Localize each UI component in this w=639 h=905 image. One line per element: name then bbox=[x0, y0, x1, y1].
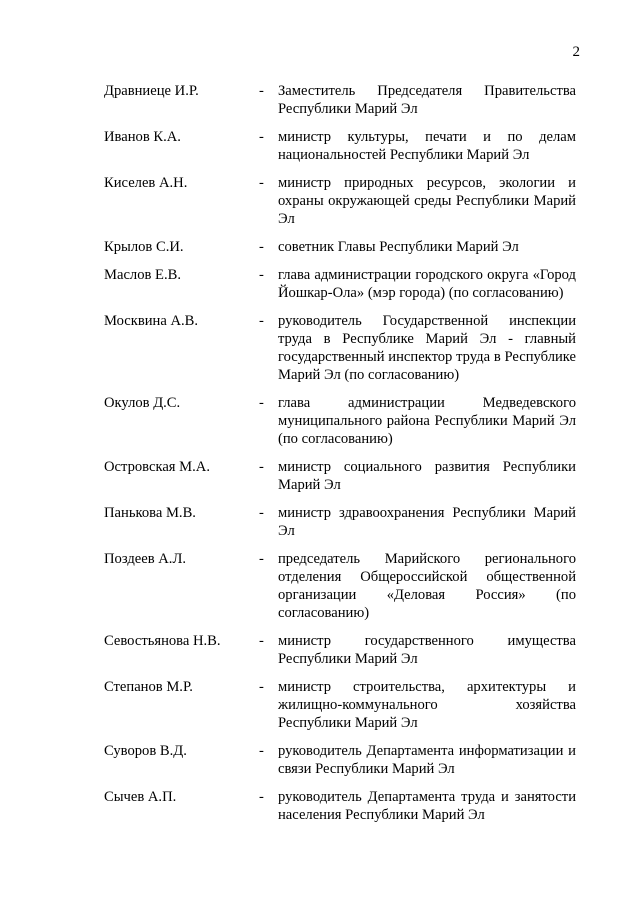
member-dash: - bbox=[259, 459, 264, 475]
member-name: Дравниеце И.Р. bbox=[104, 83, 199, 99]
member-row bbox=[104, 458, 576, 494]
member-dash: - bbox=[259, 789, 264, 805]
member-row bbox=[104, 238, 576, 256]
member-dash: - bbox=[259, 239, 264, 255]
member-position: министр государственного имущества Республики Марий Эл bbox=[278, 633, 576, 667]
member-name: Сычев А.П. bbox=[104, 789, 177, 805]
member-dash: - bbox=[259, 267, 264, 283]
member-position: руководитель Департамента труда и занятости населения Республики Марий Эл bbox=[278, 789, 576, 823]
member-position: министр социального развития Республики Марий Эл bbox=[278, 459, 576, 493]
member-row bbox=[104, 788, 576, 824]
member-dash: - bbox=[259, 313, 264, 329]
member-name: Иванов К.А. bbox=[104, 129, 181, 145]
member-name: Суворов В.Д. bbox=[104, 743, 187, 759]
member-row bbox=[104, 632, 576, 668]
member-name: Москвина А.В. bbox=[104, 313, 199, 329]
member-row bbox=[104, 550, 576, 622]
member-row bbox=[104, 266, 576, 302]
member-row bbox=[104, 742, 576, 778]
member-name: Панькова М.В. bbox=[104, 505, 196, 521]
member-name: Крылов С.И. bbox=[104, 239, 184, 255]
member-name: Поздеев А.Л. bbox=[104, 551, 186, 567]
member-position: министр природных ресурсов, экологии и охраны окружающей среды Республики Марий Эл bbox=[278, 175, 576, 227]
member-row bbox=[104, 312, 576, 384]
member-dash: - bbox=[259, 83, 264, 99]
member-position: министр культуры, печати и по делам национальностей Республики Марий Эл bbox=[278, 129, 576, 163]
member-row bbox=[104, 678, 576, 732]
member-dash: - bbox=[259, 743, 264, 759]
member-name: Маслов Е.В. bbox=[104, 267, 181, 283]
member-name: Киселев А.Н. bbox=[104, 175, 188, 191]
member-position: министр строительства, архитектуры и жилищно-коммунального хозяйства Республики Марий Эл bbox=[278, 679, 576, 731]
member-name: Севостьянова Н.В. bbox=[104, 633, 221, 649]
member-dash: - bbox=[259, 679, 264, 695]
member-row bbox=[104, 504, 576, 540]
page-number: 2 bbox=[572, 44, 580, 60]
member-row bbox=[104, 174, 576, 228]
member-dash: - bbox=[259, 633, 264, 649]
member-row bbox=[104, 128, 576, 164]
member-dash: - bbox=[259, 505, 264, 521]
member-position: Заместитель Председателя Правительства Республики Марий Эл bbox=[278, 83, 576, 117]
member-dash: - bbox=[259, 129, 264, 145]
members-list bbox=[104, 82, 576, 824]
member-position: председатель Марийского регионального отделения Общероссийской общественной организации «Деловая Россия» (по согласованию) bbox=[278, 551, 576, 621]
member-dash: - bbox=[259, 175, 264, 191]
member-position: советник Главы Республики Марий Эл bbox=[278, 239, 519, 255]
member-position: министр здравоохранения Республики Марий Эл bbox=[278, 505, 576, 539]
member-name: Окулов Д.С. bbox=[104, 395, 181, 411]
member-position: руководитель Государственной инспекции труда в Республике Марий Эл - главный государственный инспектор труда в Республике Марий Эл (по согласованию) bbox=[278, 313, 576, 383]
member-row bbox=[104, 82, 576, 118]
member-position: руководитель Департамента информатизации и связи Республики Марий Эл bbox=[278, 743, 576, 777]
member-dash: - bbox=[259, 395, 264, 411]
member-position: глава администрации Медведевского муниципального района Республики Марий Эл (по согласованию) bbox=[278, 395, 576, 447]
member-name: Степанов М.Р. bbox=[104, 679, 193, 695]
member-position: глава администрации городского округа «Город Йошкар-Ола» (мэр города) (по согласованию) bbox=[278, 267, 576, 301]
member-dash: - bbox=[259, 551, 264, 567]
member-row bbox=[104, 394, 576, 448]
member-name: Островская М.А. bbox=[104, 459, 210, 475]
